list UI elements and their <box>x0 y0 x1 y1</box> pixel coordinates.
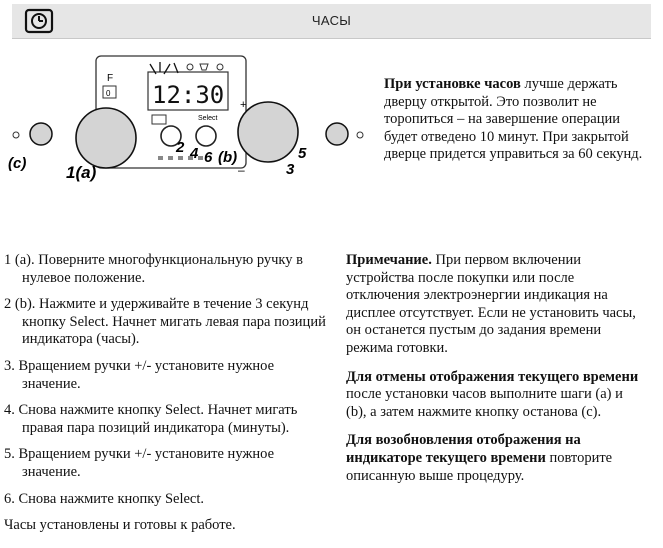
label-3: 3 <box>286 161 295 178</box>
intro-paragraph <box>384 76 654 164</box>
control-panel-diagram <box>0 48 365 198</box>
label-5: 5 <box>298 145 307 162</box>
note-3-bold: Для возобновления отображения на индикаторе текущего времени <box>346 432 581 466</box>
label-6: 6 <box>204 149 213 166</box>
display-time: 12:30 <box>152 81 225 109</box>
step-1: 1 (a). Поверните многофункциональную ручку в нулевое положение. <box>4 252 303 286</box>
note-2-text: после установки часов выполните шаги (а) и (b), а затем нажмите кнопку останова (с). <box>346 386 623 420</box>
note-1-text: При первом включении устройства после покупки или после отключения электроэнергии индикация на дисплее отсутствует. Если не установить часы, он останется пустым до задания времени режима готовки. <box>346 252 636 356</box>
note-2-bold: Для отмены отображения текущего времени <box>346 368 639 385</box>
note-restore-display <box>346 432 646 485</box>
step-2: 2 (b). Нажмите и удерживайте в течение 3 секунд кнопку Select. Начнет мигать левая пара позиций индикатора (часы). <box>4 296 326 348</box>
steps-column <box>4 252 326 535</box>
right-indicator <box>357 132 363 138</box>
f-box-digit: 0 <box>106 89 111 98</box>
plus-minus-knob[interactable] <box>238 102 298 162</box>
right-button[interactable] <box>326 123 348 145</box>
stop-indicator-left <box>13 132 19 138</box>
label-c: (c) <box>8 155 27 172</box>
f-indicator: F <box>107 73 114 84</box>
note-1-bold: Примечание. <box>346 252 432 268</box>
step-5: 5. Вращением ручки +/- установите нужное значение. <box>4 446 275 480</box>
note-first-power-on <box>346 252 646 358</box>
note-3-text: повторите описанную выше процедуру. <box>346 449 613 484</box>
step-3: 3. Вращением ручки +/- установите нужное значение. <box>4 357 275 392</box>
label-1a: 1(a) <box>66 163 97 182</box>
closing-text: Часы установлены и готовы к работе. <box>4 517 236 534</box>
stop-button[interactable] <box>30 123 52 145</box>
section-header <box>12 4 651 39</box>
label-2: 2 <box>176 139 185 156</box>
page-title: ЧАСЫ <box>311 13 352 28</box>
notes-column <box>346 252 646 496</box>
plus-label: + <box>240 99 247 111</box>
select-button[interactable] <box>196 126 216 146</box>
label-4: 4 <box>190 145 199 162</box>
intro-bold: При установке часов <box>384 76 521 92</box>
note-cancel-display <box>346 369 646 422</box>
step-6: 6. Снова нажмите кнопку Select. <box>4 490 205 507</box>
minus-label: – <box>238 163 245 177</box>
select-label: Select <box>198 115 218 122</box>
step-4: 4. Снова нажмите кнопку Select. Начнет мигать правая пара позиций индикатора (минуты). <box>4 402 298 436</box>
intro-text: лучше держать дверцу открытой. Это позволит не торопиться – на завершение операции будет отведено 10 минут. При закрытой дверце придется управиться за 60 секунд. <box>384 76 643 163</box>
label-b: (b) <box>218 149 238 166</box>
multifunction-knob[interactable] <box>76 108 136 168</box>
